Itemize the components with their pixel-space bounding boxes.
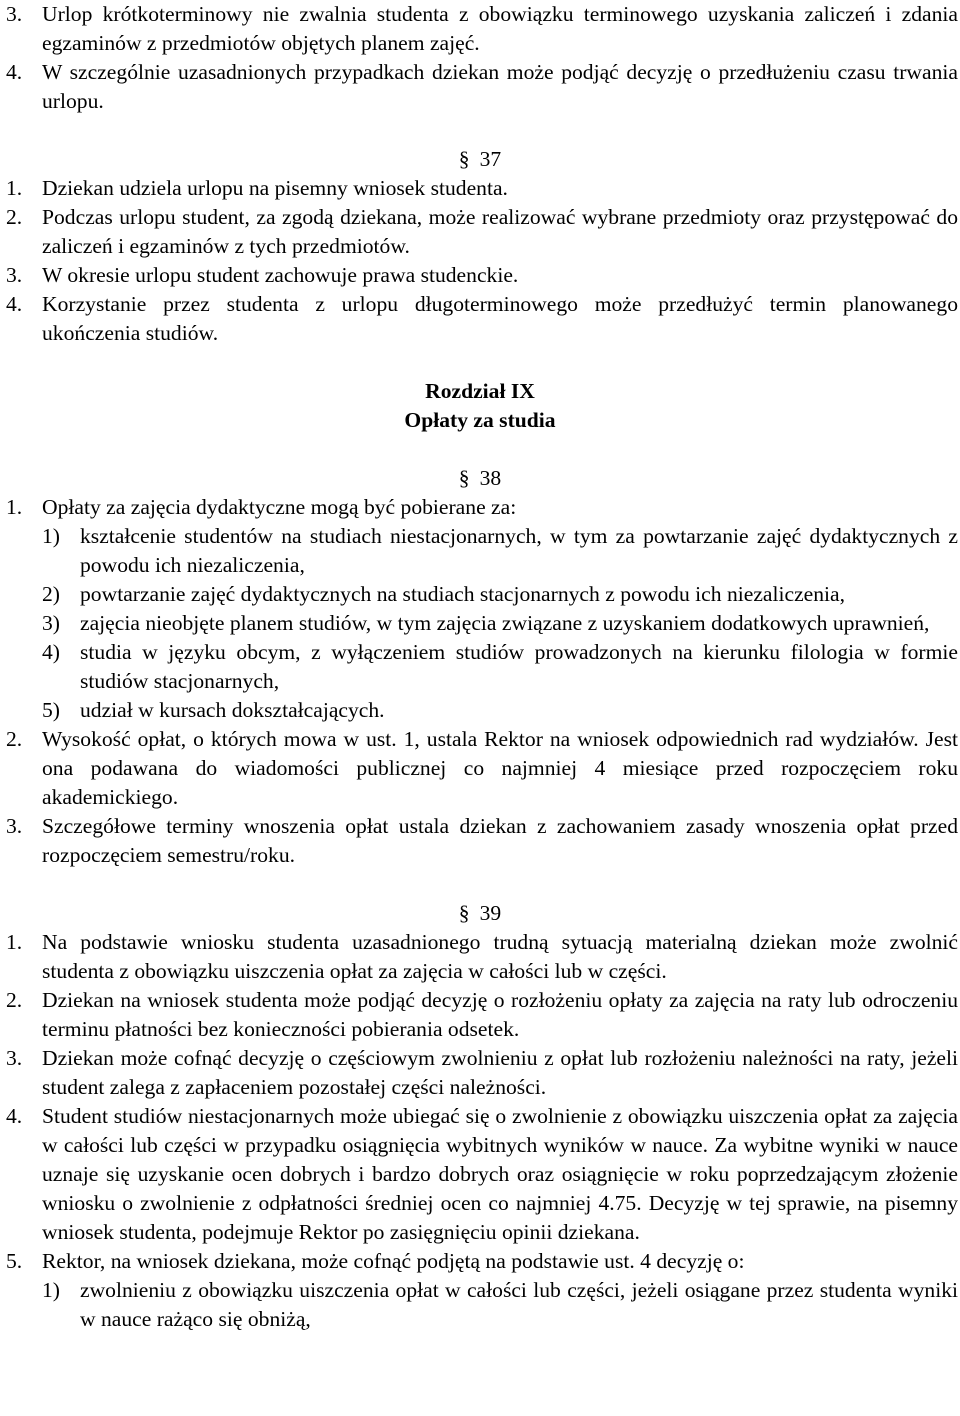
section-number: 39 xyxy=(479,901,502,925)
sub-item-text: kształcenie studentów na studiach niestacjonarnych, w tym za powtarzanie zajęć dydaktycznych z powodu ich niezaliczenia, xyxy=(80,524,958,577)
item-text: Na podstawie wniosku studenta uzasadnionego trudną sytuacją materialną dziekan może zwolnić studenta z obowiązku uiszczenia opłat za zajęcia w całości lub w części. xyxy=(42,930,958,983)
item-number: 3. xyxy=(6,263,23,287)
item-number: 2. xyxy=(6,988,23,1012)
item-number: 1. xyxy=(6,930,23,954)
section-heading-39 xyxy=(0,899,960,928)
item-text: Student studiów niestacjonarnych może ubiegać się o zwolnienie z obowiązku uiszczenia opłat za zajęcia w całości lub części w przypadku osiągnięcia wybitnych wyników w nauce. Za wybitne wyniki w nauce uznaje się uzyskanie ocen dobrych i bardzo dobrych oraz osiągnięcie w roku poprzedzającym złożenie wniosku o zwolnienie z odpłatności średniej ocen co najmniej 4.75. Decyzję w tej sprawie, na pisemny wniosek studenta, podejmuje Rektor po zasięgnięciu opinii dziekana. xyxy=(42,1104,958,1244)
sub-item-text: zwolnieniu z obowiązku uiszczenia opłat w całości lub części, jeżeli osiągane przez studenta wyniki w nauce rażąco się obniżą, xyxy=(80,1278,958,1331)
item-text: Dziekan udziela urlopu na pisemny wniosek studenta. xyxy=(42,176,508,200)
item-text: Podczas urlopu student, za zgodą dziekana, może realizować wybrane przedmioty oraz przystępować do zaliczeń i egzaminów z tych przedmiotów. xyxy=(42,205,958,258)
sub-item-text: zajęcia nieobjęte planem studiów, w tym zajęcia związane z uzyskaniem dodatkowych uprawnień, xyxy=(80,611,930,635)
paragraph-item xyxy=(0,174,958,203)
item-number: 3. xyxy=(6,814,23,838)
item-number: 4. xyxy=(6,1104,23,1128)
sub-item xyxy=(0,580,958,609)
item-number: 4. xyxy=(6,292,23,316)
paragraph-item xyxy=(0,725,958,812)
item-text: Wysokość opłat, o których mowa w ust. 1, ustala Rektor na wniosek odpowiednich rad wydziałów. Jest ona podawana do wiadomości publicznej co najmniej 4 miesiące przed rozpoczęciem roku akademickiego. xyxy=(42,727,958,809)
spacer xyxy=(0,348,960,377)
section-number: 37 xyxy=(479,147,502,171)
item-text: W okresie urlopu student zachowuje prawa studenckie. xyxy=(42,263,519,287)
sub-item xyxy=(0,696,958,725)
item-text: Opłaty za zajęcia dydaktyczne mogą być pobierane za: xyxy=(42,495,517,519)
sub-item-number: 3) xyxy=(42,611,60,635)
item-text: Szczegółowe terminy wnoszenia opłat ustala dziekan z zachowaniem zasady wnoszenia opłat przed rozpoczęciem semestru/roku. xyxy=(42,814,958,867)
sub-item-number: 4) xyxy=(42,640,60,664)
paragraph-item xyxy=(0,261,958,290)
section-38-list xyxy=(0,493,960,870)
item-number: 4. xyxy=(6,60,23,84)
sub-item-text: studia w języku obcym, z wyłączeniem studiów prowadzonych na kierunku filologia w formie studiów stacjonarnych, xyxy=(80,640,958,693)
item-number: 5. xyxy=(6,1249,23,1273)
sub-item-number: 1) xyxy=(42,1278,60,1302)
sub-item xyxy=(0,1276,958,1334)
item-number: 1. xyxy=(6,495,23,519)
section-symbol: § xyxy=(458,466,470,490)
item-number: 2. xyxy=(6,727,23,751)
paragraph-item xyxy=(0,1247,958,1276)
item-text: Dziekan może cofnąć decyzję o częściowym zwolnieniu z opłat lub rozłożeniu należności na raty, jeżeli student zalega z zapłaceniem pozostałej części należności. xyxy=(42,1046,958,1099)
sub-item-number: 1) xyxy=(42,524,60,548)
paragraph-item xyxy=(0,928,958,986)
top-paragraph-list xyxy=(0,0,960,116)
paragraph-item xyxy=(0,812,958,870)
sub-item-number: 5) xyxy=(42,698,60,722)
spacer xyxy=(0,870,960,899)
paragraph-item xyxy=(0,1044,958,1102)
sub-item xyxy=(0,638,958,696)
item-text: Korzystanie przez studenta z urlopu długoterminowego może przedłużyć termin planowanego ukończenia studiów. xyxy=(42,292,958,345)
section-39-list xyxy=(0,928,960,1334)
chapter-title: Opłaty za studia xyxy=(404,408,556,432)
section-number: 38 xyxy=(479,466,502,490)
item-number: 2. xyxy=(6,205,23,229)
item-text: Dziekan na wniosek studenta może podjąć decyzję o rozłożeniu opłaty za zajęcia na raty lub odroczeniu terminu płatności bez konieczności pobierania odsetek. xyxy=(42,988,958,1041)
section-symbol: § xyxy=(458,901,470,925)
item-number: 1. xyxy=(6,176,23,200)
chapter-label: Rozdział IX xyxy=(425,379,535,403)
paragraph-item xyxy=(0,493,958,522)
section-37-list xyxy=(0,174,960,348)
item-text: Rektor, na wniosek dziekana, może cofnąć podjętą na podstawie ust. 4 decyzję o: xyxy=(42,1249,745,1273)
sub-item xyxy=(0,609,958,638)
paragraph-item xyxy=(0,0,958,58)
paragraph-item xyxy=(0,203,958,261)
paragraph-item xyxy=(0,986,958,1044)
sub-item xyxy=(0,522,958,580)
paragraph-item xyxy=(0,1102,958,1247)
sub-item-text: powtarzanie zajęć dydaktycznych na studiach stacjonarnych z powodu ich niezaliczenia, xyxy=(80,582,846,606)
sub-item-number: 2) xyxy=(42,582,60,606)
paragraph-item xyxy=(0,58,958,116)
spacer xyxy=(0,435,960,464)
section-heading-37 xyxy=(0,145,960,174)
paragraph-item xyxy=(0,290,958,348)
item-number: 3. xyxy=(6,2,23,26)
item-text: W szczególnie uzasadnionych przypadkach dziekan może podjąć decyzję o przedłużeniu czasu trwania urlopu. xyxy=(42,60,958,113)
spacer xyxy=(0,116,960,145)
section-heading-38 xyxy=(0,464,960,493)
sub-item-text: udział w kursach dokształcających. xyxy=(80,698,385,722)
item-text: Urlop krótkoterminowy nie zwalnia studenta z obowiązku terminowego uzyskania zaliczeń i zdania egzaminów z przedmiotów objętych planem zajęć. xyxy=(42,2,958,55)
item-number: 3. xyxy=(6,1046,23,1070)
section-symbol: § xyxy=(458,147,470,171)
